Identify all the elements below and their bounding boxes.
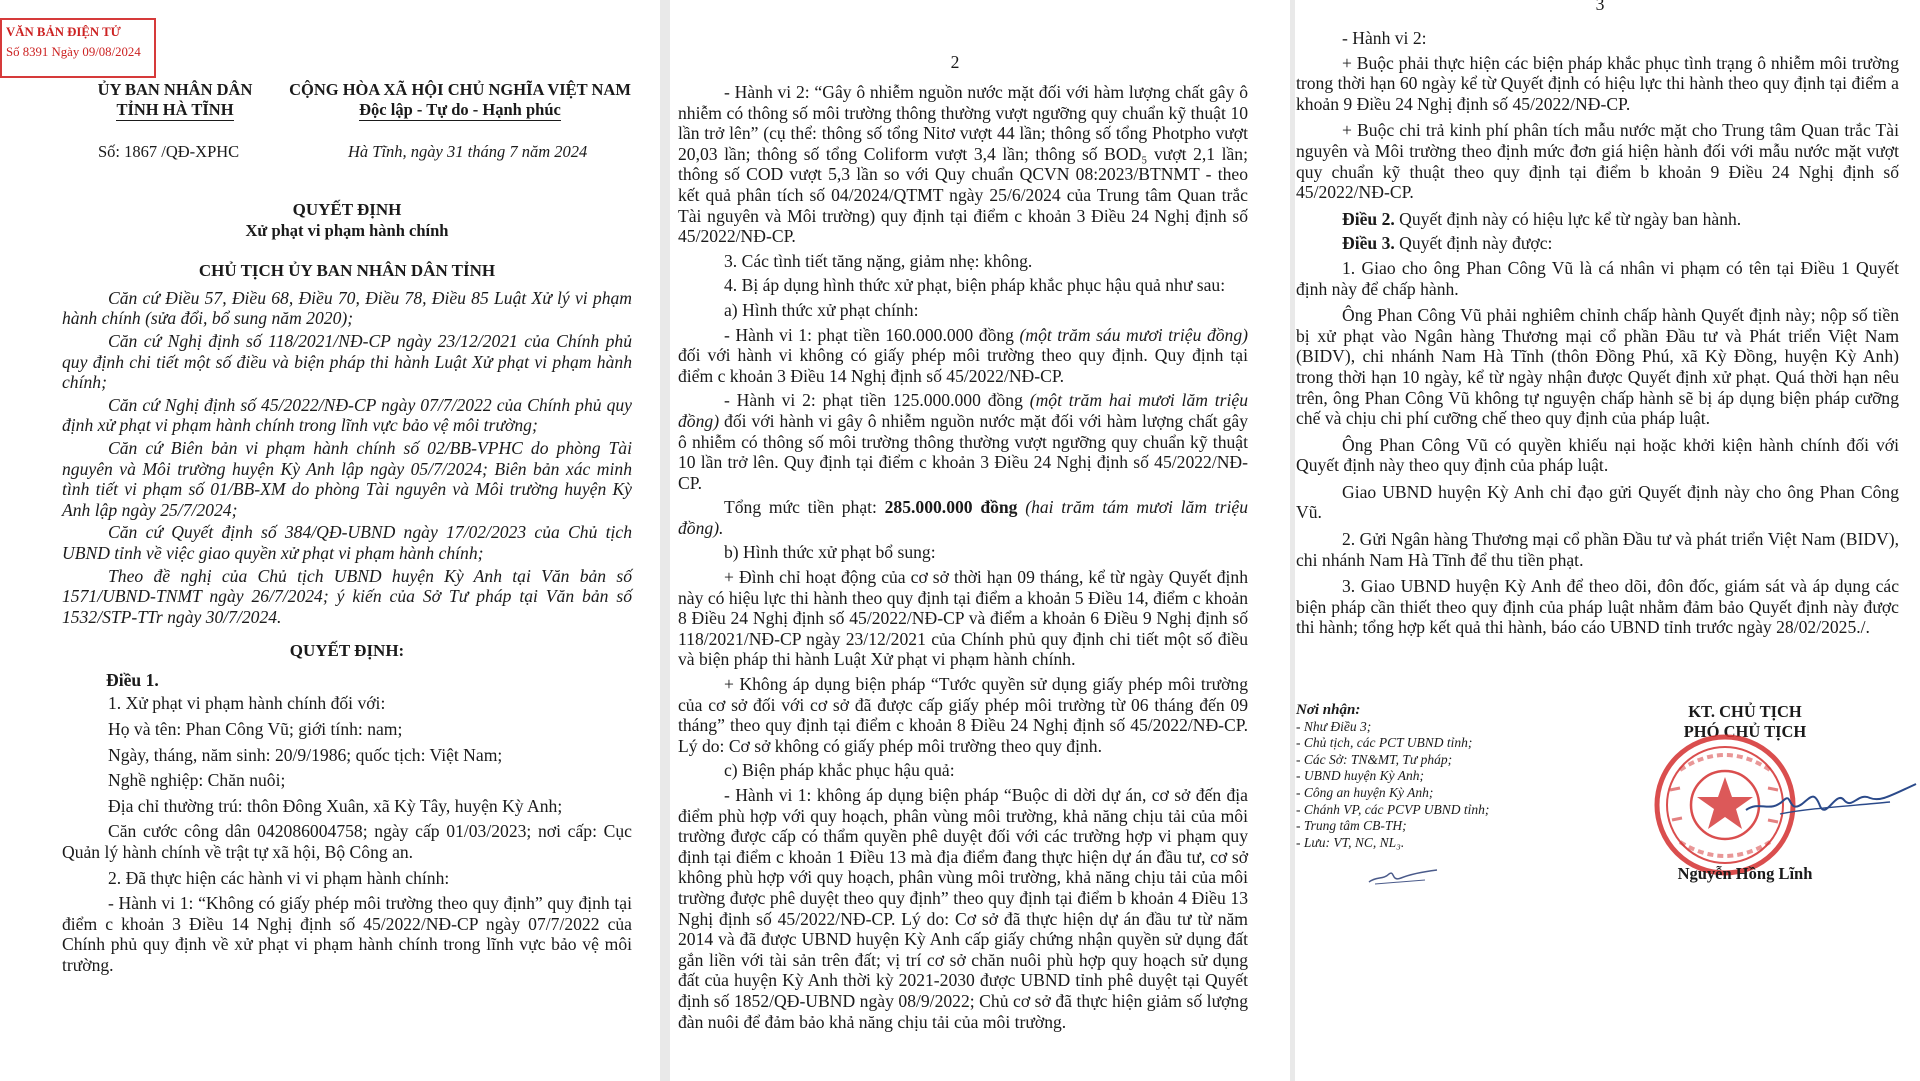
article-2-label: Điều 2.: [1342, 208, 1395, 229]
page-3-body: [1296, 28, 1899, 638]
directive-2: 2. Gửi Ngân hàng Thương mại cổ phần Đầu tư và phát triển Việt Nam (BIDV), chi nhánh Nam Hà Tĩnh để thu tiền phạt.: [1296, 529, 1899, 570]
signer-name-block: [1645, 864, 1845, 884]
violation-2-heading: - Hành vi 2:: [1342, 28, 1427, 48]
suspension-measure: + Đình chỉ hoạt động của cơ sở thời hạn 09 tháng, kể từ ngày Quyết định này có hiệu lực thi hành theo quy định tại điểm a khoản 5 Điều 14, điểm c khoản 8 Điều 24 Nghị định số 45/2022/NĐ-CP và điểm a khoản 6 Điều 9 Nghị định số 118/2021/NĐ-CP ngày 23/12/2021 của Chính phủ quy định chi tiết một số điều và biện pháp thi hành Luật Xử phạt vi phạm hành chính.: [678, 567, 1248, 670]
electronic-document-stamp: [0, 18, 156, 78]
legal-basis: Căn cứ Biên bản vi phạm hành chính số 02/BB-VPHC do phòng Tài nguyên và Môi trường huyện Kỳ Anh lập ngày 05/7/2024; Biên bản xác minh tình tiết vi phạm số 01/BB-XM do phòng Tài nguyên và Môi trường huyện Kỳ Anh lập ngày 25/7/2024;: [62, 437, 632, 520]
article-3-label: Điều 3.: [1342, 233, 1395, 254]
fine-violation-1: [678, 325, 1248, 387]
fine-2-amount: - Hành vi 2: phạt tiền 125.000.000 đồng: [724, 390, 1030, 411]
recipient-item: - Lưu: VT, NC, NL₃.: [1296, 834, 1405, 850]
violation-1: - Hành vi 1: “Không có giấy phép môi trường theo quy định” quy định tại điểm c khoản 3 Điều 14 Nghị định số 45/2022/NĐ-CP ngày 07/7/2022 của Chính phủ quy định về xử phạt vi phạm hành chính trong lĩnh vực bảo vệ môi trường.: [62, 893, 632, 975]
nation-line-1: CỘNG HÒA XÃ HỘI CHỦ NGHĨA VIỆT NAM: [289, 80, 631, 99]
signer-role-2: PHÓ CHỦ TỊCH: [1683, 722, 1807, 741]
total-fine: [678, 497, 1248, 538]
page-2-body: [678, 82, 1248, 1032]
article-2-text: Quyết định này có hiệu lực kể từ ngày ban hành.: [1394, 208, 1742, 229]
issuer-heading: CHỦ TỊCH ỦY BAN NHÂN DÂN TỈNH: [198, 261, 496, 281]
license-revocation-note: + Không áp dụng biện pháp “Tước quyền sử dụng giấy phép môi trường của cơ sở đối với cơ sở đã được cấp giấy phép môi trường từ 06 tháng đến 09 tháng” theo quy định tại điểm c khoản 8 Điều 24 Nghị định số 45/2022/NĐ-CP. Lý do: Cơ sở không có giấy phép môi trường theo quy định.: [678, 674, 1248, 756]
signer-name: Nguyễn Hồng Lĩnh: [1677, 864, 1813, 883]
legal-basis: Căn cứ Quyết định số 384/QĐ-UBND ngày 17/02/2023 của Chủ tịch UBND tỉnh về việc giao quyền xử phạt vi phạm hành chính;: [62, 522, 632, 563]
total-fine-label: Tổng mức tiền phạt:: [724, 497, 885, 518]
fine-violation-2: [678, 390, 1248, 493]
decision-title: QUYẾT ĐỊNH: [292, 200, 402, 219]
article-2: [1296, 209, 1899, 230]
remedy-2a: + Buộc phải thực hiện các biện pháp khắc phục tình trạng ô nhiễm môi trường trong thời hạn 60 ngày kể từ Quyết định có hiệu lực thi hành theo quy định tại điểm a khoản 9 Điều 24 Nghị định số 45/2022/NĐ-CP.: [1296, 52, 1899, 114]
total-fine-words: (hai trăm tám mươi lăm triệu đồng).: [678, 497, 1248, 538]
national-motto: [280, 80, 640, 121]
initial-signature-icon: [1365, 860, 1440, 890]
page-number: 2: [950, 52, 960, 72]
page-gutter: [660, 0, 670, 1081]
item-4b: b) Hình thức xử phạt bổ sung:: [724, 542, 936, 563]
fine-1-amount: - Hành vi 1: phạt tiền 160.000.000 đồng: [724, 324, 1020, 345]
stamp-title: VĂN BẢN ĐIỆN TỬ: [6, 25, 121, 39]
recipient-item: - Công an huyện Kỳ Anh;: [1296, 784, 1434, 800]
page-number: 3: [1595, 0, 1605, 14]
decision-number: Số: 1867 /QĐ-XPHC: [98, 142, 240, 161]
legal-basis: Căn cứ Điều 57, Điều 68, Điều 70, Điều 78, Điều 85 Luật Xử lý vi phạm hành chính (sửa đổi, bổ sung năm 2020);: [62, 287, 632, 329]
directive-3: 3. Giao UBND huyện Kỳ Anh để theo dõi, đôn đốc, giám sát và áp dụng các biện pháp cần thiết theo quy định của pháp luật nhằm đảm bảo Quyết định này được thi hành; tổng hợp kết quả thi hành, báo cáo UBND tỉnh trước ngày 28/02/2025./.: [1296, 576, 1899, 638]
article-3: [1296, 233, 1899, 254]
decision-subtitle: Xử phạt vi phạm hành chính: [245, 220, 449, 240]
recipients-heading: Nơi nhận:: [1296, 702, 1361, 718]
recipient-item: - Trung tâm CB-TH;: [1296, 818, 1407, 834]
remedy-violation-1: - Hành vi 1: không áp dụng biện pháp “Buộc di dời dự án, cơ sở đến địa điểm phù hợp với quy hoạch, phân vùng môi trường, khả năng chịu tải của môi trường được cấp có thẩm quyền phê duyệt đối với các trường hợp vi phạm quy định tại điểm c khoản 1 Điều 13 mà địa điểm đang thực hiện dự án đầu tư, cơ sở không phù hợp với quy hoạch, phân vùng môi trường, khả năng chịu tải của môi trường được phê duyệt theo quy định” theo quy định tại điểm b khoản 4 Điều 13 Nghị định số 45/2022/NĐ-CP. Lý do: Cơ sở đã thực hiện dự án đầu tư từ năm 2014 và đã được UBND huyện Kỳ Anh cấp giấy chứng nhận quyền sử dụng đất gắn liền với tài sản trên đất; vị trí cơ sở chăn nuôi phù hợp quy hoạch sử dụng đất của huyện Kỳ Anh thời kỳ 2021-2030 được UBND tỉnh phê duyệt tại Quyết định số 1852/QĐ-UBND ngày 08/9/2022; Chủ cơ sở đã thực hiện giảm số lượng đàn nuôi để đảm bảo khả năng chịu tải của môi trường.: [678, 785, 1248, 1032]
issuing-agency: [80, 80, 270, 121]
violator-address: Địa chỉ thường trú: thôn Đông Xuân, xã Kỳ Tây, huyện Kỳ Anh;: [108, 795, 563, 816]
item-4: 4. Bị áp dụng hình thức xử phạt, biện pháp khắc phục hậu quả như sau:: [724, 275, 1226, 296]
recipient-item: - Chánh VP, các PCVP UBND tỉnh;: [1296, 801, 1490, 817]
article-3-text: Quyết định này được:: [1394, 233, 1553, 254]
article-1-label: Điều 1.: [106, 669, 159, 690]
recipient-item: - Chủ tịch, các PCT UBND tỉnh;: [1296, 735, 1473, 751]
item-4a: a) Hình thức xử phạt chính:: [724, 299, 919, 320]
recipients-list: [1296, 702, 1596, 851]
decide-heading: QUYẾT ĐỊNH:: [289, 641, 405, 661]
directive-1-delivery: Giao UBND huyện Kỳ Anh chỉ đạo gửi Quyết định này cho ông Phan Công Vũ.: [1296, 481, 1899, 523]
legal-basis: Theo đề nghị của Chủ tịch UBND huyện Kỳ Anh tại Văn bản số 1571/UBND-TNMT ngày 26/7/2024; ý kiến của Sở Tư pháp tại Văn bản số 1532/STP-TTr ngày 30/7/2024.: [62, 565, 632, 627]
violator-id-card: Căn cước công dân 042086004758; ngày cấp 01/03/2023; nơi cấp: Cục Quản lý hành chính về trật tự xã hội, Bộ Công an.: [62, 821, 632, 863]
handwritten-signature-icon: [1740, 770, 1920, 830]
fine-1-basis: đối với hành vi không có giấy phép môi trường theo quy định. Quy định tại điểm c khoản 3 Điều 14 Nghị định số 45/2022/NĐ-CP.: [678, 345, 1248, 386]
stamp-number-date: Số 8391 Ngày 09/08/2024: [6, 45, 141, 59]
item-1: 1. Xử phạt vi phạm hành chính đối với:: [108, 693, 386, 714]
violation-2: - Hành vi 2: “Gây ô nhiễm nguồn nước mặt đối với hàm lượng chất gây ô nhiễm có thông số môi trường thông thường vượt ngưỡng quy chuẩn kỹ thuật 10 lần trở lên” (cụ thể: thông số tổng Nitơ vượt 44 lần; thông số tổng Photpho vượt 20,03 lần; thông số tổng Coliform vượt 3,4 lần; thông số BOD₅ vượt 2,1 lần; thông số COD vượt 5,3 lần so với Quy chuẩn QCVN 08:2023/BTNMT - theo kết quả phân tích số 04/2024/QTMT ngày 25/6/2024 của Trung tâm Quan trắc Tài nguyên và Môi trường) quy định tại điểm c khoản 3 Điều 24 Nghị định số 45/2022/NĐ-CP.: [678, 82, 1248, 247]
agency-line-1: ỦY BAN NHÂN DÂN: [97, 80, 253, 99]
fine-2-basis: đối với hành vi gây ô nhiễm nguồn nước mặt đối với hàm lượng chất gây ô nhiễm có thông số môi trường thông thường vượt ngưỡng quy chuẩn kỹ thuật 10 lần trở lên. Quy định tại điểm c khoản 3 Điều 24 Nghị định số 45/2022/NĐ-CP.: [678, 410, 1248, 493]
legal-bases: [62, 288, 632, 628]
violator-dob: Ngày, tháng, năm sinh: 20/9/1986; quốc tịch: Việt Nam;: [108, 744, 503, 765]
place-and-date: Hà Tĩnh, ngày 31 tháng 7 năm 2024: [348, 142, 588, 161]
fine-2-words: (một trăm hai mươi lăm triệu đồng): [678, 390, 1248, 431]
remedy-2b: + Buộc chi trả kinh phí phân tích mẫu nước mặt cho Trung tâm Quan trắc Tài nguyên và Môi trường theo định mức đơn giá hiện hành đối với mẫu nước mặt vượt quy chuẩn kỹ thuật theo quy định tại điểm b khoản 9 Điều 24 Nghị định số 45/2022/NĐ-CP.: [1296, 120, 1899, 203]
signer-role-1: KT. CHỦ TỊCH: [1688, 702, 1802, 721]
recipient-item: - UBND huyện Kỳ Anh;: [1296, 768, 1424, 784]
page-1-body: [62, 142, 632, 976]
nation-line-2: Độc lập - Tự do - Hạnh phúc: [359, 100, 561, 119]
fine-1-words: (một trăm sáu mươi triệu đồng): [1019, 324, 1248, 345]
item-3: 3. Các tình tiết tăng nặng, giảm nhẹ: không.: [724, 250, 1033, 271]
violator-name: Họ và tên: Phan Công Vũ; giới tính: nam;: [108, 719, 403, 740]
item-2: 2. Đã thực hiện các hành vi vi phạm hành chính:: [108, 867, 450, 888]
recipient-item: - Như Điều 3;: [1296, 718, 1372, 734]
violator-job: Nghề nghiệp: Chăn nuôi;: [108, 770, 286, 791]
directive-1-obligations: Ông Phan Công Vũ phải nghiêm chỉnh chấp hành Quyết định này; nộp số tiền bị xử phạt vào Ngân hàng Thương mại cổ phần Đầu tư và Phát triển Việt Nam (BIDV), chi nhánh Nam Hà Tĩnh (thôn Đồng Phú, xã Kỳ Đồng, huyện Kỳ Anh) trong thời hạn 10 ngày, kể từ ngày nhận được Quyết định xử phạt. Quá thời hạn nêu trên, ông Phan Công Vũ không tự nguyện chấp hành sẽ bị áp dụng biện pháp cưỡng chế và chịu chi phí cưỡng chế theo quy định của pháp luật.: [1296, 305, 1899, 429]
item-4c: c) Biện pháp khắc phục hậu quả:: [724, 760, 955, 781]
legal-basis: Căn cứ Nghị định số 118/2021/NĐ-CP ngày 23/12/2021 của Chính phủ quy định chi tiết một số điều và biện pháp thi hành Luật Xử phạt vi phạm hành chính;: [62, 330, 632, 393]
agency-line-2: TỈNH HÀ TĨNH: [116, 100, 234, 119]
directive-1: 1. Giao cho ông Phan Công Vũ là cá nhân vi phạm có tên tại Điều 1 Quyết định này để chấp hành.: [1296, 257, 1899, 299]
directive-1-appeal-right: Ông Phan Công Vũ có quyền khiếu nại hoặc khởi kiện hành chính đối với Quyết định này theo quy định của pháp luật.: [1296, 434, 1899, 476]
total-fine-amount: 285.000.000 đồng: [884, 497, 1018, 518]
legal-basis: Căn cứ Nghị định số 45/2022/NĐ-CP ngày 07/7/2022 của Chính phủ quy định xử phạt vi phạm hành chính trong lĩnh vực bảo vệ môi trường;: [62, 394, 632, 436]
recipient-item: - Các Sở: TN&MT, Tư pháp;: [1296, 751, 1453, 767]
